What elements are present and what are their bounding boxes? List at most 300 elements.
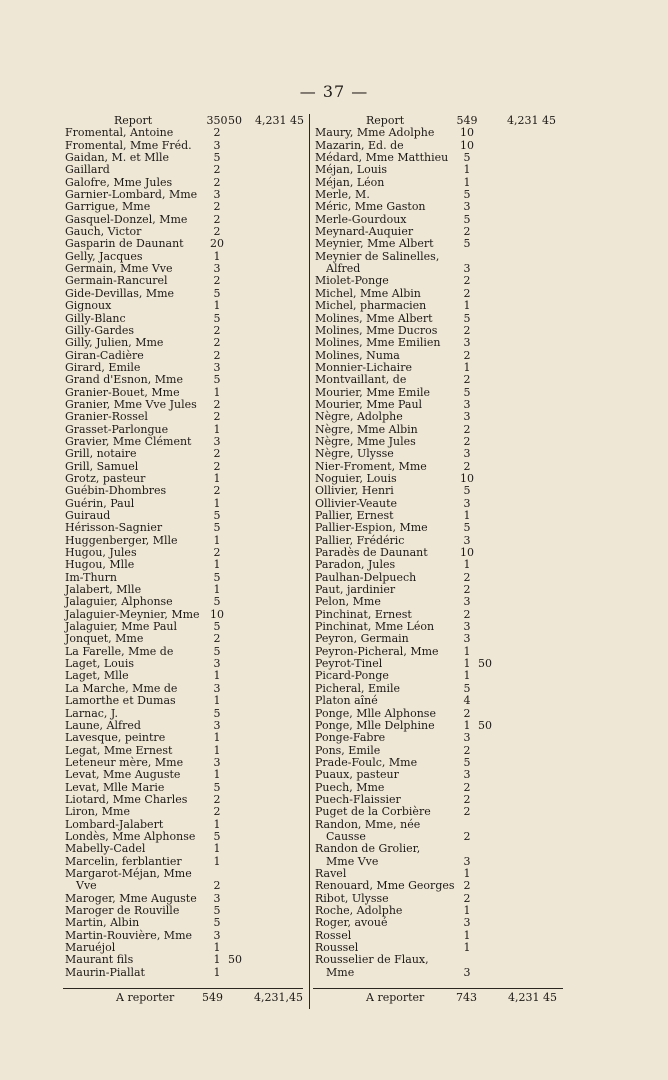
- subscriber-name: Pallier, Ernest: [315, 509, 394, 522]
- list-item: [62, 448, 308, 460]
- subscriber-name: Rossel: [315, 928, 352, 942]
- subscriber-name: Picard-Ponge: [315, 669, 389, 683]
- subscription-cents: 50: [478, 657, 492, 671]
- list-item: [312, 374, 570, 386]
- subscription-amount: 2: [213, 397, 221, 411]
- subscription-amount: 5: [213, 780, 221, 794]
- subscription-amount: 3: [213, 681, 221, 695]
- subscription-amount: 5: [463, 385, 471, 399]
- subscriber-name: Laget, Louis: [65, 657, 135, 671]
- subscriber-name: Garnier-Lombard, Mme: [65, 188, 198, 202]
- subscriber-name: Hérisson-Sagnier: [65, 521, 163, 535]
- subscriber-name: Marcelin, ferblantier: [65, 854, 182, 868]
- subscription-amount: 2: [463, 706, 471, 720]
- subscriber-name: Pinchinat, Mme Léon: [315, 620, 435, 634]
- subscriber-name: Huggenberger, Mlle: [65, 533, 178, 547]
- subscriber-name: Liotard, Mme Charles: [65, 792, 188, 806]
- subscription-amount: 3: [463, 854, 471, 868]
- subscriber-name: Grasset-Parlongue: [65, 422, 169, 436]
- subscriber-name: Martin, Albin: [65, 916, 140, 930]
- left-footer-rule: [63, 988, 303, 989]
- subscriber-name: Nègre, Mme Albin: [315, 422, 418, 436]
- subscription-amount: 2: [463, 829, 471, 843]
- list-item: [312, 954, 570, 966]
- subscription-amount: 1: [463, 904, 471, 917]
- subscriber-name: Jalaguier-Meynier, Mme: [65, 607, 200, 621]
- subscription-amount: 3: [463, 595, 471, 609]
- list-item: [62, 967, 308, 979]
- list-item: [312, 201, 570, 213]
- subscriber-name: Lombard-Jalabert: [65, 817, 164, 831]
- subscriber-name: Maury, Mme Adolphe: [315, 126, 435, 140]
- left-header-total: 4,231 45: [255, 114, 304, 127]
- subscription-amount: 1: [463, 928, 471, 942]
- subscription-amount: 2: [213, 274, 221, 288]
- subscription-amount: 1: [463, 509, 471, 522]
- subscription-amount: 2: [463, 348, 471, 362]
- subscriber-name: Grill, Samuel: [65, 459, 139, 473]
- subscriber-name: Galofre, Mme Jules: [65, 175, 173, 189]
- subscriber-name: Grill, notaire: [65, 447, 137, 461]
- subscription-amount: 2: [213, 805, 221, 819]
- subscriber-name: Molines, Mme Ducros: [315, 323, 438, 337]
- list-item: [312, 337, 570, 349]
- list-item: [62, 300, 308, 312]
- left-footer-amount: 549: [202, 991, 223, 1004]
- subscription-amount: 5: [463, 755, 471, 769]
- list-item: [312, 275, 570, 287]
- subscription-amount: 5: [213, 509, 221, 522]
- subscription-amount: 1: [463, 657, 471, 671]
- subscriber-name: Peyron-Picheral, Mme: [315, 644, 439, 658]
- left-footer-label: A reporter: [116, 991, 175, 1004]
- list-item: [312, 856, 570, 868]
- subscription-amount: 5: [463, 521, 471, 535]
- subscription-amount: 3: [463, 731, 471, 745]
- subscription-amount: 1: [213, 941, 221, 955]
- subscriber-name: Nier-Froment, Mme: [315, 459, 427, 473]
- list-item: [312, 806, 570, 818]
- subscription-amount: 1: [463, 644, 471, 658]
- subscriber-name: Gravier, Mme Clément: [65, 434, 192, 448]
- subscriber-name: Maroger, Mme Auguste: [65, 891, 197, 905]
- subscription-amount: 5: [213, 595, 221, 609]
- subscription-amount: 2: [463, 323, 471, 337]
- subscriber-name: Randon, Mme, née: [315, 817, 421, 831]
- subscription-amount: 2: [463, 583, 471, 597]
- subscription-amount: 1: [463, 941, 471, 955]
- subscription-amount: 1: [213, 496, 221, 510]
- list-item: [62, 238, 308, 250]
- subscription-amount: 5: [463, 484, 471, 498]
- list-item: [62, 522, 308, 534]
- subscription-amount: 2: [213, 126, 221, 140]
- subscription-amount: 2: [463, 459, 471, 473]
- subscriber-name: Germain-Rancurel: [65, 274, 168, 288]
- subscription-amount: 2: [213, 336, 221, 350]
- subscription-amount: 5: [213, 904, 221, 917]
- subscriber-name: Maurant fils: [65, 953, 134, 967]
- left-header-label: Report: [114, 114, 153, 127]
- subscription-amount: 2: [213, 225, 221, 239]
- subscriber-name: Granier-Rossel: [65, 410, 148, 424]
- subscriber-name: Leteneur mère, Mme: [65, 755, 184, 769]
- subscription-amount: 1: [213, 471, 221, 485]
- list-item: [62, 411, 308, 423]
- subscription-amount: 1: [213, 558, 221, 572]
- subscription-amount: 1: [213, 953, 221, 967]
- subscriber-name: Paradon, Jules: [315, 558, 396, 572]
- subscriber-name: Mme: [326, 965, 355, 979]
- left-footer-total: 4,231,45: [254, 991, 303, 1004]
- subscriber-name: Hugou, Mlle: [65, 558, 135, 572]
- list-item: [62, 806, 308, 818]
- subscriber-name: Maroger de Rouville: [65, 904, 180, 917]
- list-item: [62, 559, 308, 571]
- subscription-amount: 3: [213, 434, 221, 448]
- subscription-amount: 10: [460, 471, 474, 485]
- subscription-amount: 4: [463, 694, 471, 708]
- subscription-amount: 2: [463, 607, 471, 621]
- list-item: [62, 708, 308, 720]
- list-item: [312, 448, 570, 460]
- subscriber-name: Molines, Numa: [315, 348, 400, 362]
- subscriber-name: Jalabert, Mlle: [65, 583, 142, 597]
- subscription-amount: 1: [213, 422, 221, 436]
- right-column: [312, 115, 570, 979]
- subscription-amount: 2: [213, 200, 221, 214]
- subscriber-name: Gauch, Victor: [65, 225, 142, 239]
- list-item: [62, 201, 308, 213]
- subscription-amount: 5: [213, 373, 221, 387]
- subscription-amount: 2: [213, 447, 221, 461]
- subscriber-name: Legat, Mme Ernest: [65, 743, 173, 757]
- subscriber-name: Guiraud: [65, 509, 111, 522]
- list-item: [312, 559, 570, 571]
- subscriber-name: Rousselier de Flaux,: [315, 953, 429, 967]
- subscription-amount: 2: [463, 225, 471, 239]
- subscriber-name: Gilly, Julien, Mme: [65, 336, 164, 350]
- subscriber-name: Roger, avoué: [315, 916, 388, 930]
- right-header-total: 4,231 45: [507, 114, 556, 127]
- subscriber-name: Gaidan, M. et Mlle: [65, 151, 170, 165]
- subscriber-name: Puget de la Corbière: [315, 805, 431, 819]
- subscriber-name: Meynier, Mme Albert: [315, 237, 434, 251]
- subscription-amount: 1: [463, 718, 471, 732]
- subscription-amount: 3: [213, 891, 221, 905]
- list-item: [312, 411, 570, 423]
- subscriber-name: Mourier, Mme Emile: [315, 385, 431, 399]
- list-item: [312, 313, 570, 325]
- subscriber-name: Merle, M.: [315, 188, 370, 202]
- subscription-amount: 1: [213, 694, 221, 708]
- list-item: [62, 596, 308, 608]
- subscriber-name: Gaillard: [65, 163, 110, 177]
- subscriber-name: Maruéjol: [65, 941, 116, 955]
- list-item: [62, 917, 308, 929]
- subscriber-name: Molines, Mme Emilien: [315, 336, 441, 350]
- subscription-amount: 1: [213, 533, 221, 547]
- list-item: [312, 843, 570, 855]
- subscription-amount: 3: [463, 496, 471, 510]
- subscriber-name: Roussel: [315, 941, 359, 955]
- subscription-amount: 5: [213, 521, 221, 535]
- subscriber-name: Ponge-Fabre: [315, 731, 386, 745]
- subscriber-name: Jalaguier, Mme Paul: [65, 620, 178, 634]
- column-divider: [309, 114, 310, 1009]
- list-item: [62, 164, 308, 176]
- subscription-amount: 2: [213, 792, 221, 806]
- subscriber-name: Peyrot-Tinel: [315, 657, 383, 671]
- subscriber-name: Alfred: [326, 262, 361, 276]
- subscription-amount: 1: [213, 768, 221, 782]
- subscriber-name: Renouard, Mme Georges: [315, 879, 455, 893]
- subscriber-name: Michel, Mme Albin: [315, 286, 421, 300]
- list-item: [312, 485, 570, 497]
- right-footer-total: 4,231 45: [508, 991, 557, 1004]
- subscription-amount: 5: [463, 188, 471, 202]
- list-item: [62, 732, 308, 744]
- subscriber-name: Jalaguier, Alphonse: [65, 595, 173, 609]
- subscription-amount: 2: [463, 422, 471, 436]
- subscriber-name: Im-Thurn: [65, 570, 117, 584]
- subscriber-name: Noguier, Louis: [315, 471, 397, 485]
- list-item: [312, 695, 570, 707]
- subscriber-name: Paradès de Daunant: [315, 546, 428, 560]
- subscriber-name: Laune, Alfred: [65, 718, 141, 732]
- subscription-amount: 5: [213, 151, 221, 165]
- subscriber-name: Levat, Mlle Marie: [65, 780, 165, 794]
- right-footer-label: A reporter: [366, 991, 425, 1004]
- left-header-cents: 50: [228, 114, 242, 127]
- right-header-amount: 549: [456, 114, 478, 127]
- subscriber-name: Girard, Emile: [65, 360, 141, 374]
- subscription-amount: 10: [460, 546, 474, 560]
- right-footer-amount: 743: [456, 991, 477, 1004]
- subscription-amount: 5: [213, 644, 221, 658]
- subscriber-name: Méjan, Louis: [315, 163, 387, 177]
- subscription-amount: 2: [213, 410, 221, 424]
- subscription-amount: 5: [213, 620, 221, 634]
- subscriber-name: Pinchinat, Ernest: [315, 607, 412, 621]
- subscription-amount: 20: [210, 237, 224, 251]
- subscription-amount: 2: [463, 570, 471, 584]
- subscriber-name: Ribot, Ulysse: [315, 891, 389, 905]
- subscriber-name: Mourier, Mme Paul: [315, 397, 423, 411]
- subscription-amount: 3: [463, 447, 471, 461]
- subscriber-name: Paulhan-Delpuech: [315, 570, 417, 584]
- subscriber-name: Gide-Devillas, Mme: [65, 286, 175, 300]
- subscription-amount: 1: [213, 854, 221, 868]
- subscriber-name: Pallier, Frédéric: [315, 533, 405, 547]
- list-item: [312, 164, 570, 176]
- subscriber-name: Ollivier-Veaute: [315, 496, 398, 510]
- subscription-amount: 2: [463, 373, 471, 387]
- subscriber-name: Fromental, Antoine: [65, 126, 174, 140]
- subscriber-name: Michel, pharmacien: [315, 299, 427, 313]
- subscription-cents: 50: [478, 718, 492, 732]
- subscription-amount: 2: [463, 274, 471, 288]
- subscriber-name: Levat, Mme Auguste: [65, 768, 181, 782]
- subscriber-name: Gasparin de Daunant: [65, 237, 184, 251]
- list-item: [62, 275, 308, 287]
- subscription-amount: 3: [463, 336, 471, 350]
- subscriber-name: Nègre, Adolphe: [315, 410, 403, 424]
- list-item: [312, 917, 570, 929]
- subscriber-name: Maurin-Piallat: [65, 965, 145, 979]
- subscriber-name: Ponge, Mlle Delphine: [315, 718, 435, 732]
- list-item: [62, 843, 308, 855]
- subscriber-name: Granier, Mme Vve Jules: [65, 397, 197, 411]
- subscriber-name: Laget, Mlle: [65, 669, 129, 683]
- subscription-amount: 3: [463, 397, 471, 411]
- subscription-amount: 10: [460, 126, 474, 140]
- subscriber-name: Méric, Mme Gaston: [315, 200, 426, 214]
- subscription-amount: 5: [213, 829, 221, 843]
- subscription-amount: 1: [463, 163, 471, 177]
- subscription-amount: 3: [463, 200, 471, 214]
- subscription-amount: 1: [213, 249, 221, 263]
- subscription-amount: 5: [213, 706, 221, 720]
- list-item: [312, 633, 570, 645]
- subscriber-name: Hugou, Jules: [65, 546, 137, 560]
- subscription-amount: 3: [213, 755, 221, 769]
- subscriber-name: Vve: [76, 879, 97, 893]
- subscriber-name: Gasquel-Donzel, Mme: [65, 212, 188, 226]
- subscription-amount: 3: [213, 188, 221, 202]
- subscription-amount: 2: [463, 780, 471, 794]
- subscriber-name: Monnier-Lichaire: [315, 360, 412, 374]
- subscriber-name: Gelly, Jacques: [65, 249, 143, 263]
- list-item: [62, 868, 308, 880]
- subscriber-name: Grand d'Esnon, Mme: [65, 373, 183, 387]
- list-item: [62, 337, 308, 349]
- list-item: [312, 732, 570, 744]
- subscriber-name: Mme Vve: [326, 854, 379, 868]
- right-footer-rule: [313, 988, 563, 989]
- subscription-amount: 3: [463, 965, 471, 979]
- subscriber-name: Puech, Mme: [315, 780, 385, 794]
- subscription-amount: 2: [213, 175, 221, 189]
- list-item: [62, 670, 308, 682]
- right-header-label: Report: [366, 114, 405, 127]
- list-item: [312, 238, 570, 250]
- subscription-amount: 2: [213, 484, 221, 498]
- subscriber-name: Picheral, Emile: [315, 681, 401, 695]
- subscription-amount: 1: [213, 965, 221, 979]
- subscription-cents: 50: [228, 953, 242, 967]
- subscriber-name: Merle-Gourdoux: [315, 212, 407, 226]
- list-item: [312, 708, 570, 720]
- subscriber-name: Guérin, Paul: [65, 496, 135, 510]
- list-item: [62, 954, 308, 966]
- subscriber-name: Meynard-Auquier: [315, 225, 414, 239]
- subscriber-name: Germain, Mme Vve: [65, 262, 173, 276]
- subscription-amount: 3: [463, 262, 471, 276]
- subscription-amount: 1: [463, 866, 471, 880]
- subscriber-name: Paut, jardinier: [315, 583, 396, 597]
- list-item: [62, 485, 308, 497]
- subscriber-name: Mazarin, Ed. de: [315, 138, 404, 152]
- subscription-amount: 1: [463, 558, 471, 572]
- subscriber-name: Londès, Mme Alphonse: [65, 829, 196, 843]
- subscription-amount: 5: [463, 151, 471, 165]
- subscription-amount: 1: [213, 842, 221, 856]
- subscription-amount: 2: [213, 348, 221, 362]
- subscription-amount: 3: [213, 657, 221, 671]
- list-item: [62, 313, 308, 325]
- subscriber-name: Nègre, Ulysse: [315, 447, 394, 461]
- subscriber-name: Pons, Emile: [315, 743, 381, 757]
- subscriber-name: Nègre, Mme Jules: [315, 434, 416, 448]
- subscriber-name: Fromental, Mme Fréd.: [65, 138, 192, 152]
- subscriber-name: Ponge, Mlle Alphonse: [315, 706, 436, 720]
- subscription-amount: 2: [463, 879, 471, 893]
- list-item: [62, 127, 308, 139]
- subscriber-name: Méjan, Léon: [315, 175, 385, 189]
- subscriber-name: Montvaillant, de: [315, 373, 407, 387]
- subscription-amount: 5: [463, 212, 471, 226]
- subscriber-name: Ollivier, Henri: [315, 484, 394, 498]
- left-column: [62, 115, 308, 979]
- subscription-amount: 1: [213, 385, 221, 399]
- subscription-amount: 5: [213, 311, 221, 325]
- subscriber-name: Meynier de Salinelles,: [315, 249, 440, 263]
- subscription-amount: 10: [460, 138, 474, 152]
- subscription-amount: 1: [463, 360, 471, 374]
- list-item: [312, 300, 570, 312]
- subscriber-name: Peyron, Germain: [315, 632, 409, 646]
- subscriber-name: Roche, Adolphe: [315, 904, 403, 917]
- subscription-amount: 1: [463, 175, 471, 189]
- subscription-amount: 5: [213, 570, 221, 584]
- subscription-amount: 1: [213, 299, 221, 313]
- subscription-amount: 2: [463, 792, 471, 806]
- subscriber-name: La Farelle, Mme de: [65, 644, 174, 658]
- subscription-amount: 3: [213, 928, 221, 942]
- subscriber-name: Causse: [326, 829, 366, 843]
- subscription-amount: 3: [213, 138, 221, 152]
- list-item: [62, 374, 308, 386]
- subscriber-name: Prade-Foulc, Mme: [315, 755, 418, 769]
- subscriber-name: Martin-Rouvière, Mme: [65, 928, 193, 942]
- subscription-amount: 2: [213, 323, 221, 337]
- subscription-amount: 2: [213, 163, 221, 177]
- subscription-amount: 3: [463, 768, 471, 782]
- subscriber-name: Lamorthe et Dumas: [65, 694, 176, 708]
- subscriber-name: Miolet-Ponge: [315, 274, 389, 288]
- subscription-amount: 5: [463, 681, 471, 695]
- list-item: [62, 769, 308, 781]
- list-item: [312, 670, 570, 682]
- subscription-amount: 2: [463, 891, 471, 905]
- subscription-amount: 5: [213, 916, 221, 930]
- subscription-amount: 3: [463, 632, 471, 646]
- subscription-amount: 1: [213, 731, 221, 745]
- subscription-amount: 3: [213, 262, 221, 276]
- subscriber-name: Pelon, Mme: [315, 595, 381, 609]
- subscriber-name: Larnac, J.: [65, 706, 118, 720]
- subscription-amount: 2: [463, 743, 471, 757]
- subscriber-name: Granier-Bouet, Mme: [65, 385, 180, 399]
- subscription-amount: 1: [463, 669, 471, 683]
- subscription-amount: 1: [213, 583, 221, 597]
- subscription-amount: 2: [463, 434, 471, 448]
- subscriber-name: Gignoux: [65, 299, 112, 313]
- subscription-amount: 2: [213, 459, 221, 473]
- page-number: — 37 —: [299, 82, 369, 101]
- left-header-amount: 350: [206, 114, 228, 127]
